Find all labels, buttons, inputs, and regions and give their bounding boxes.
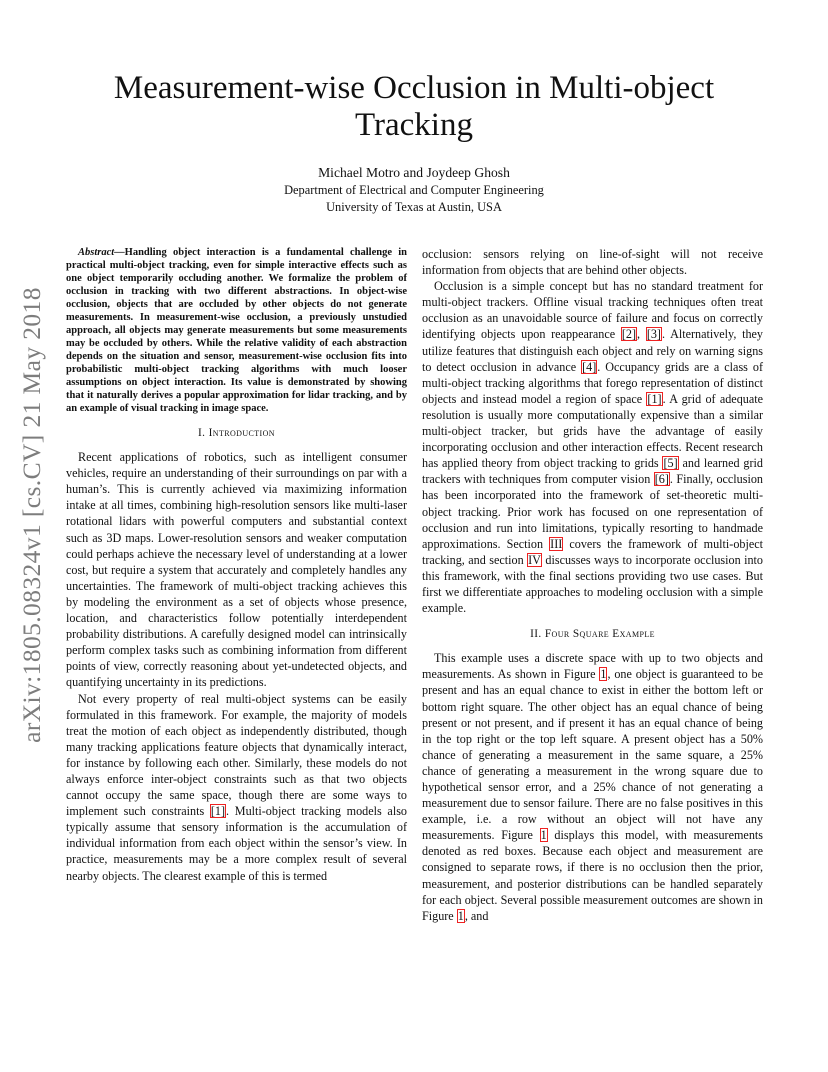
citation-link[interactable]: [1] bbox=[210, 804, 226, 819]
paper-authors: Michael Motro and Joydeep Ghosh bbox=[318, 165, 510, 180]
text-run: and learned grid trackers with techniques from computer vision bbox=[422, 456, 763, 487]
right-paragraph-2 bbox=[422, 650, 763, 924]
affiliation-university: University of Texas at Austin, USA bbox=[326, 200, 502, 214]
text-run: displays this model, with measurements denoted as red boxes. Because each object and measurement are consigned to separate rows, if there is no occlusion then the prior, measurement, and posterior distributions can be handled separately for each object. Several possible measurement outcomes are shown in Figure bbox=[422, 828, 763, 923]
citation-link[interactable]: [1] bbox=[647, 391, 662, 406]
text-run: , one object is guaranteed to be present and has an equal chance to exist in either the bottom left or bottom right square. The other object has an equal chance of being present or not present, and if present it has an equal chance of being in the top right or the top left square. A present object has a 50% chance of generating a measurement in the same square, a 25% chance of generating a measurement in the wrong square due to hypothetical sensor error, and a 25% chance of not generating a measurement due to sensor failure. There are no false positives in this example, i.e. a row without an object will not have any measurements. Figure bbox=[422, 667, 763, 843]
paper-title: Measurement-wise Occlusion in Multi-object Tracking bbox=[113, 70, 715, 143]
section-heading-introduction: I. Introduction bbox=[198, 427, 275, 439]
right-column bbox=[422, 246, 763, 924]
text-run: . Finally, occlusion has been incorporated into the framework of set-theoretic multi-object tracking. Prior work has focused on one representation of occlusion and run into limitations, typically resorting to handmade approximations. Section bbox=[422, 472, 763, 551]
citation-link[interactable]: [5] bbox=[663, 456, 678, 471]
abstract-label: Abstract bbox=[78, 247, 115, 258]
abstract-text: —Handling object interaction is a fundamental challenge in practical multi-object tracking, even for simple interactive effects such as one object temporarily occluding another. We formalize the problem of occlusion in tracking with two different abstractions. In object-wise occlusion, objects that are occluded by other objects do not generate measurements. In measurement-wise occlusion, a previously unstudied approach, all objects may generate measurements but some measurements may be occluded by others. While the relative validity of each abstraction depends on the situation and sensor, measurement-wise occlusion fits into probabilistic multi-object tracking algorithms with much looser assumptions on object interaction. Its value is demonstrated by showing that it naturally derives a popular approximation for lidar tracking, and by an example of visual tracking in image space. bbox=[66, 247, 407, 414]
left-column bbox=[66, 246, 407, 884]
text-run: , bbox=[637, 327, 646, 342]
intro-paragraph-1: Recent applications of robotics, such as intelligent consumer vehicles, require an understanding of their surroundings on par with a human’s. This is currently achieved via maximizing information intake at all times, combining high-resolution sensors like multi-laser rotational lidars with powerful computers and substantial context such as 3D maps. Lower-resolution sensors and weaker computation could perhaps achieve the necessary level of understanding at a lower cost, but require a system that accurately and completely handles any uncertainties. The framework of multi-object tracking achieves this by modeling the environment as a set of objects whose presence, location, and characteristics follow potentially interdependent probability distributions. A carefully designed model can intrinsically perform complex tasks such as combining information from different points of view, correctly reasoning about yet-undetected objects, and quantifying uncertainty in its predictions. bbox=[66, 450, 407, 690]
text-run: , and bbox=[464, 908, 489, 923]
text-run: This example uses a discrete space with up to two objects and measurements. As shown in Figure bbox=[422, 651, 763, 682]
right-paragraph-1 bbox=[422, 278, 763, 616]
intro-paragraph-2-text-b: . Multi-object tracking models also typically assume that sensory information is the accumulation of individual information from each object within the sensor’s view. In practice, measurements may be a more complex result of several nearby objects. The clearest example of this is termed bbox=[66, 804, 407, 883]
text-run: discusses ways to incorporate occlusion into this framework, with the final sections providing two use cases. But first we differentiate approaches to modeling occlusion with a simple example. bbox=[422, 552, 763, 616]
section-link[interactable]: IV bbox=[528, 552, 541, 567]
arxiv-identifier bbox=[12, 270, 52, 760]
affiliation-department: Department of Electrical and Computer Engineering bbox=[284, 183, 544, 197]
right-paragraph-0: occlusion: sensors relying on line-of-sight will not receive information from objects that are behind other objects. bbox=[422, 247, 763, 278]
text-run: covers the framework of multi-object tracking, and section bbox=[422, 536, 763, 567]
abstract bbox=[66, 246, 407, 415]
section-heading-four-square: II. Four Square Example bbox=[530, 628, 655, 641]
intro-paragraph-2-text-a: Not every property of real multi-object systems can be easily formulated in this framework. For example, the majority of models treat the motion of each object as independently distributed, though many tracking applications feature objects that dynamically interact, for instance by following each other. Similarly, these models do not always enforce inter-object constraints such as that two objects cannot occupy the same space, though there are some ways to implement such constraints bbox=[66, 691, 407, 819]
intro-paragraph-2 bbox=[66, 691, 407, 884]
figure-link[interactable]: 1 bbox=[540, 828, 547, 843]
citation-link[interactable]: [4] bbox=[582, 359, 597, 374]
citation-link[interactable]: [6] bbox=[654, 472, 669, 487]
section-link[interactable]: III bbox=[550, 536, 563, 551]
arxiv-identifier-text: arXiv:1805.08324v1 [cs.CV] 21 May 2018 bbox=[17, 287, 46, 743]
citation-link[interactable]: [3] bbox=[646, 327, 661, 342]
text-run: . Alternatively, they utilize features that distinguish each object and rely on warning signs to detect occlusion in advance bbox=[422, 327, 763, 374]
figure-link[interactable]: 1 bbox=[457, 908, 464, 923]
text-run: Occlusion is a simple concept but has no standard treatment for multi-object trackers. Offline visual tracking techniques often treat occlusion as an unavoidable source of failure and focus on correctly identifying objects upon reappearance bbox=[422, 279, 763, 342]
text-run: . Occupancy grids are a class of multi-object tracking algorithms that forego representation of distinct objects and instead model a region of space bbox=[422, 359, 763, 406]
affiliation bbox=[90, 182, 738, 216]
text-run: . A grid of adequate resolution is usually more computationally expensive than a similar multi-object tracker, but grids have the advantage of easily incorporating occlusion and other interaction effects. Recent research has applied theory from object tracking to grids bbox=[422, 391, 763, 471]
citation-link[interactable]: [2] bbox=[621, 327, 637, 342]
figure-link[interactable]: 1 bbox=[600, 667, 607, 682]
